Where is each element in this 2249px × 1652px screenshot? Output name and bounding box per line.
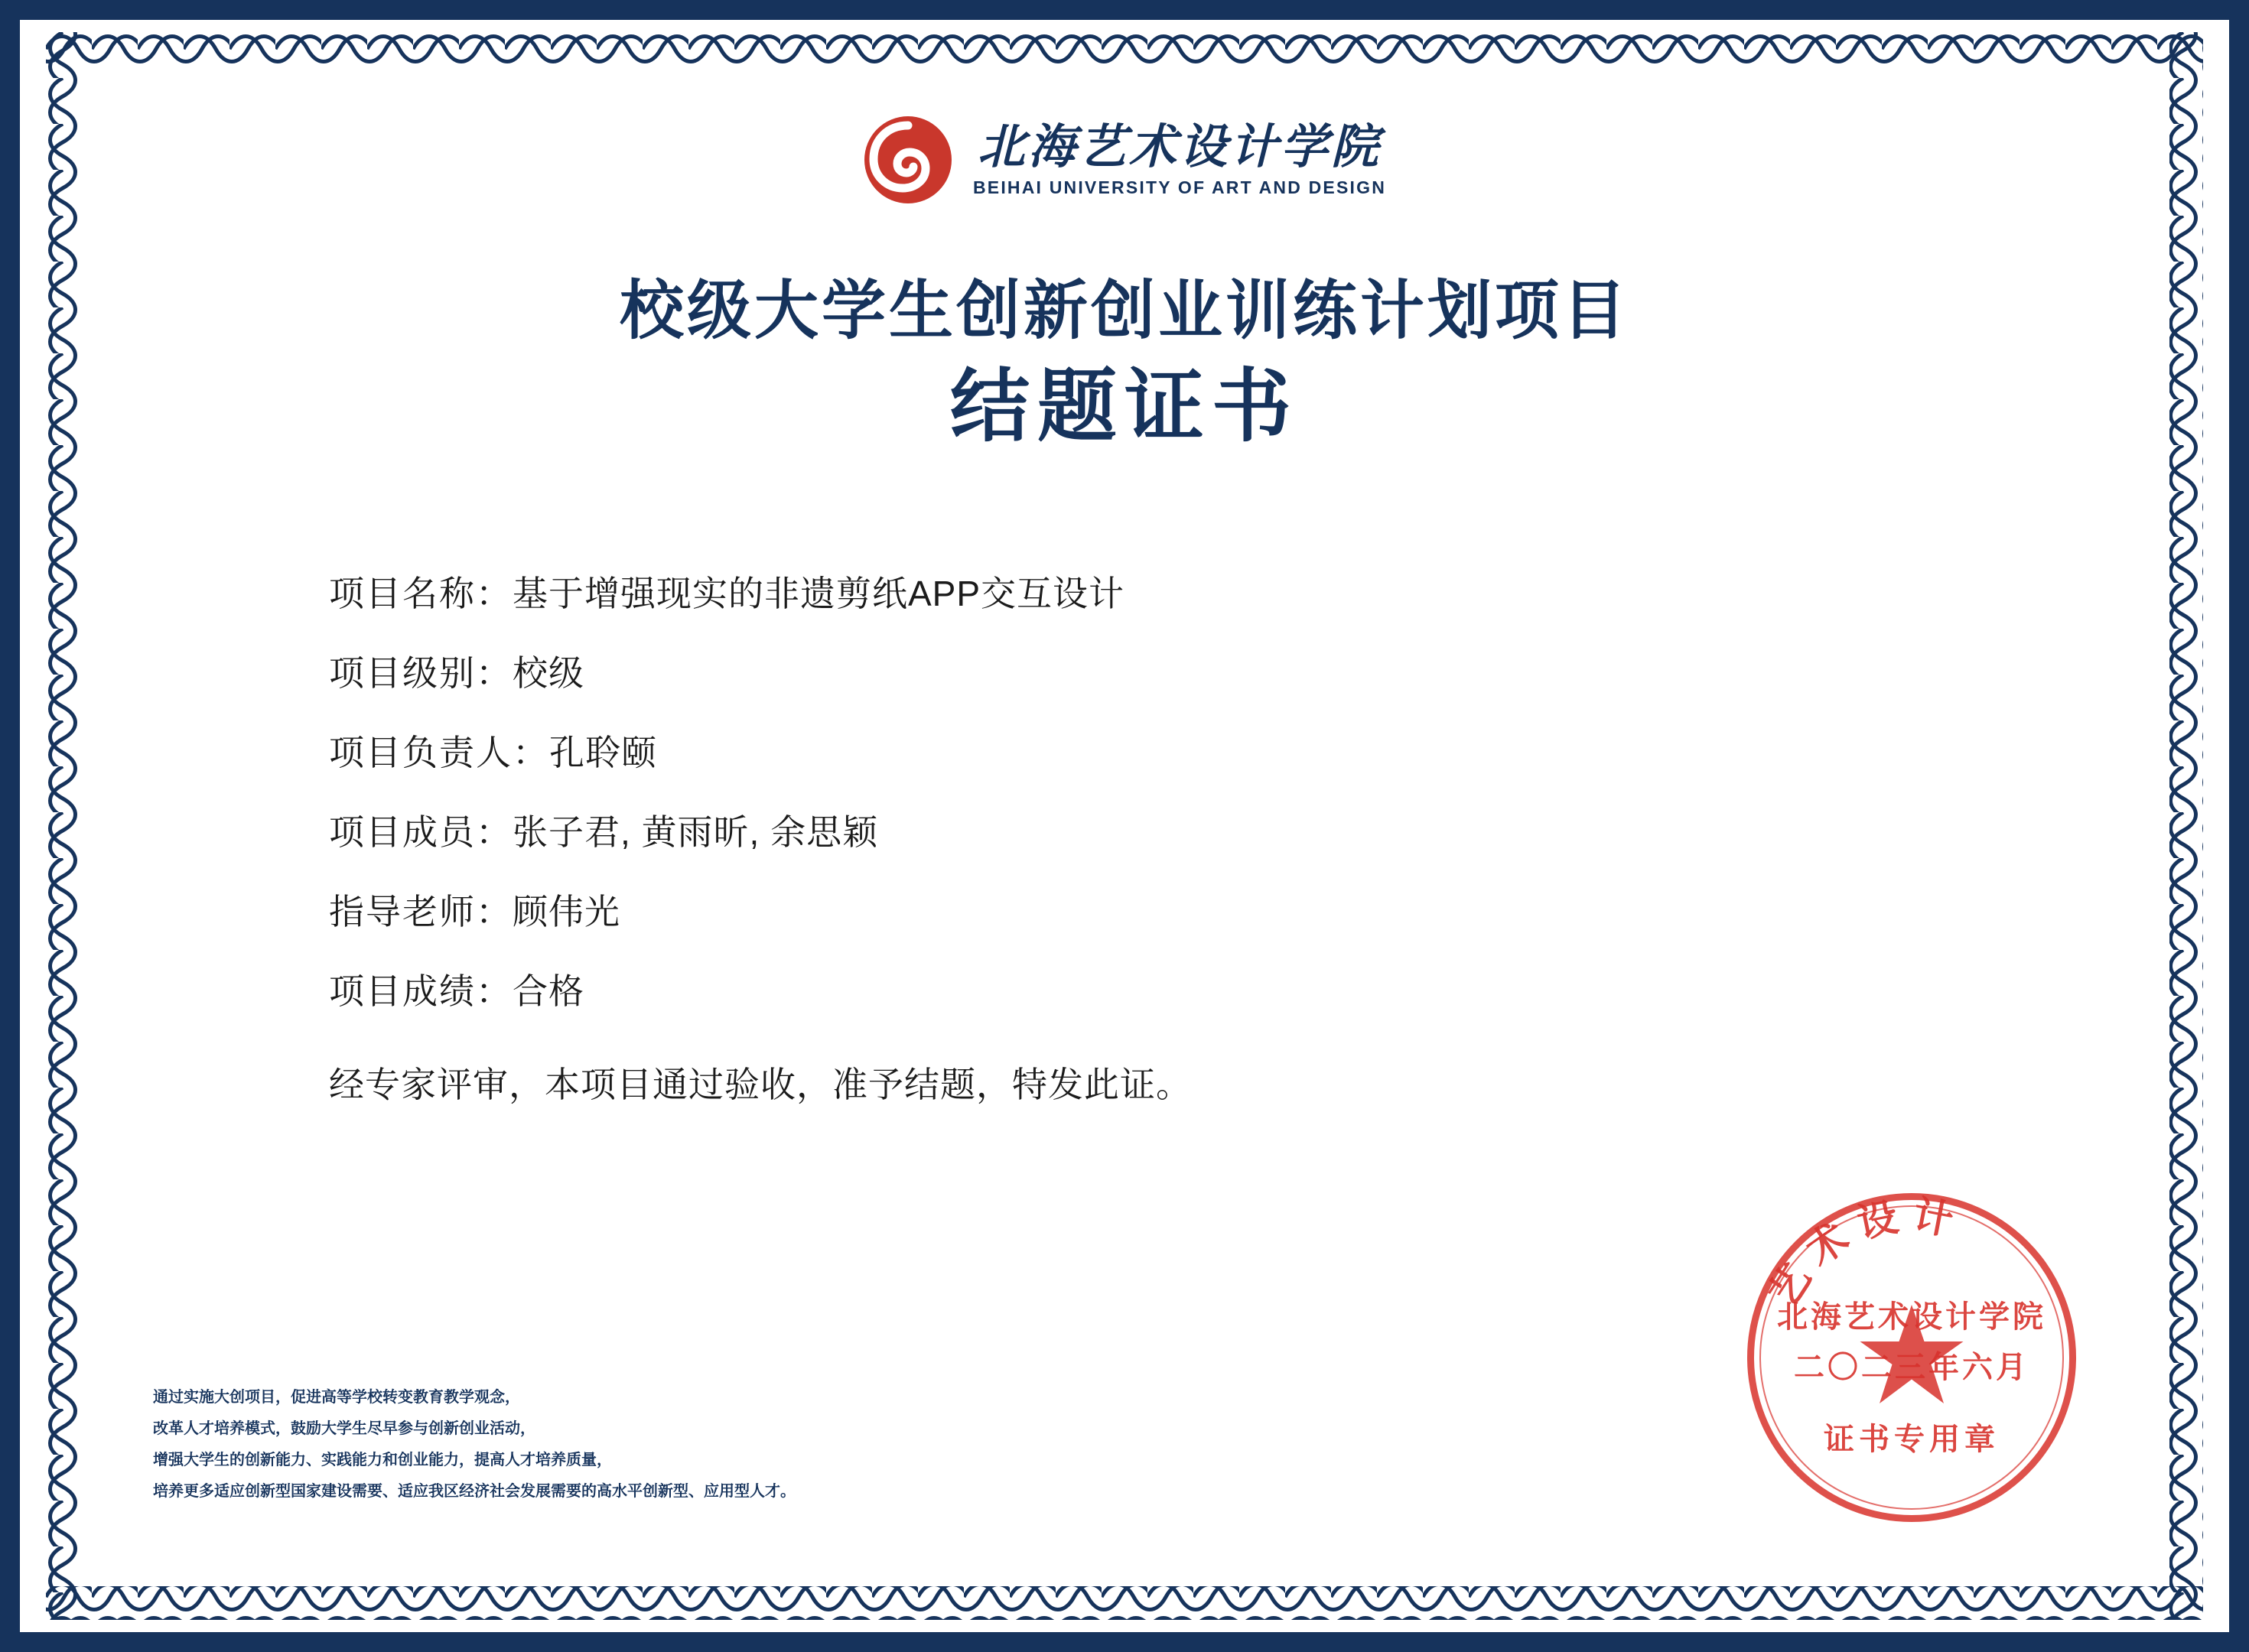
field-row	[329, 805, 2150, 855]
field-row	[329, 884, 2150, 935]
certificate-content	[99, 84, 2150, 1568]
university-name-block	[972, 118, 1387, 198]
svg-text:艺术设计: 艺术设计	[1759, 1193, 1968, 1315]
field-value-project-name: 基于增强现实的非遗剪纸APP交互设计	[513, 573, 1125, 613]
field-label-project-level: 项目级别：	[329, 652, 513, 693]
university-name-en: BEIHAI UNIVERSITY OF ART AND DESIGN	[972, 177, 1387, 198]
field-label-project-name: 项目名称：	[329, 573, 513, 613]
field-row	[329, 646, 2150, 696]
field-list	[99, 566, 2150, 1107]
footnote-block	[153, 1381, 1071, 1507]
footnote-line-4: 培养更多适应创新型国家建设需要、适应我区经济社会发展需要的高水平创新型、应用型人才。	[153, 1481, 796, 1500]
university-name-cn: 北海艺术设计学院	[977, 118, 1382, 174]
swirl-logo-icon	[863, 115, 953, 205]
footnote-line-1: 通过实施大创项目，促进高等学校转变教育教学观念，	[153, 1387, 520, 1406]
seal-kind: 证书专用章	[1824, 1421, 2000, 1457]
field-label-advisor: 指导老师：	[329, 891, 513, 932]
field-label-grade: 项目成绩：	[329, 971, 513, 1011]
seal-organization: 北海艺术设计学院	[1777, 1299, 2046, 1335]
field-label-project-members: 项目成员：	[329, 811, 513, 852]
certificate-title-line1: 校级大学生创新创业训练计划项目	[619, 272, 1629, 348]
field-value-project-level: 校级	[513, 652, 584, 693]
field-row	[329, 566, 2150, 616]
university-logo	[99, 115, 2150, 205]
field-row	[329, 964, 2150, 1014]
field-label-project-leader: 项目负责人：	[329, 732, 549, 772]
field-value-project-members: 张子君, 黄雨昕, 余思颖	[513, 811, 879, 852]
field-value-grade: 合格	[513, 971, 584, 1011]
certificate-title-line2: 结题证书	[949, 359, 1299, 454]
field-value-advisor: 顾伟光	[513, 891, 620, 932]
footnote-line-2: 改革人才培养模式，鼓励大学生尽早参与创新创业活动，	[153, 1419, 535, 1437]
seal-date: 二〇二三年六月	[1794, 1349, 2029, 1385]
field-row	[329, 725, 2150, 776]
official-seal	[1747, 1193, 2076, 1522]
field-value-project-leader: 孔聆颐	[549, 732, 657, 772]
certificate-statement: 经专家评审，本项目通过验收，准予结题，特发此证。	[329, 1064, 1192, 1104]
footnote-line-3: 增强大学生的创新能力、实践能力和创业能力，提高人才培养质量，	[153, 1450, 612, 1468]
